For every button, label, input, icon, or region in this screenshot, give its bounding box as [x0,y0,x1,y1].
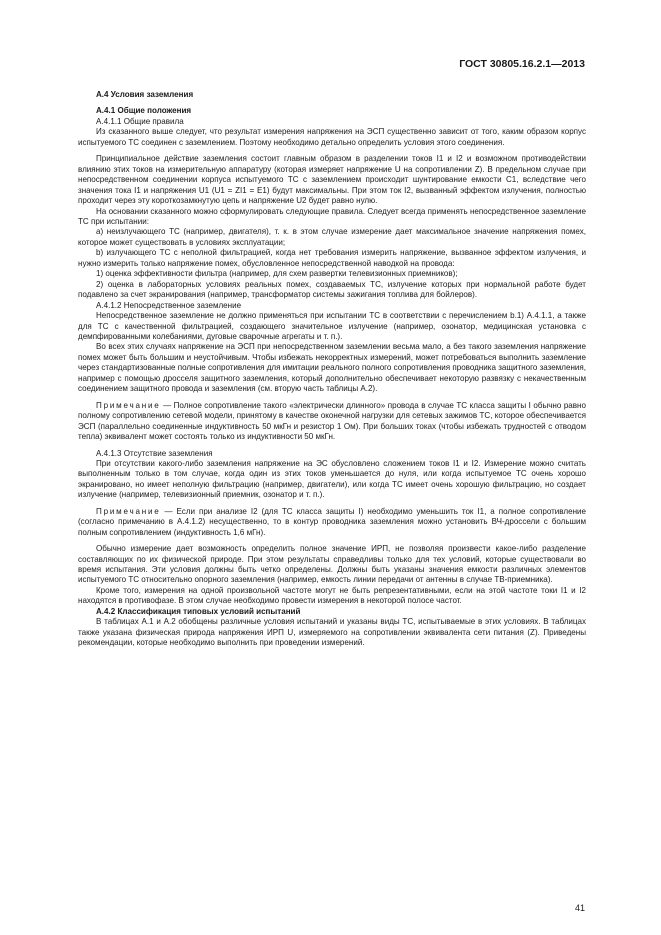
list-item: 2) оценка в лабораторных условиях реальных помех, создаваемых ТС, излучение которых при нормальной работе будет подавлено за счет экранирования (например, трансформатор системы зажигания топлива для бойлеров). [78,279,586,300]
paragraph: Принципиальное действие заземления состоит главным образом в разделении токов I1 и I2 и возможном противодействии влиянию этих токов на измерительную аппаратуру (которая измеряет напряжение U на сопротивлении Z). В предельном случае при непосредственном соединении корпуса испытуемого ТС с заземлением происходит шунтирование емкости C1, вследствие чего значения тока I1 и напряжения U1 (U1 = ZI1 = E1) будут максимальны. При этом ток I2, вызванный эффектом излучения, полностью проходит через эту короткозамкнутую цепь и напряжение U2 будет равно нулю. [78,154,586,206]
section-a412-title: А.4.1.2 Непосредственное заземление [96,300,242,310]
note-text: — Если при анализе I2 (для ТС класса защиты I) необходимо уменьшить ток I1, а полное сопротивление (согласно примечанию в А.4.1.2) несущественно, то в контур проводника заземления можно установить ВЧ-дроссели с большим полным сопротивлением (индуктивность 1,6 мГн). [78,506,586,537]
list-item: b) излучающего ТС с неполной фильтрацией, когда нет требования измерить напряжение, вызванное эффектом излучения, и нужно измерить только напряжение помех, обусловленное непосредственной наводкой на провода: [78,248,586,268]
note [78,401,586,443]
section-a41-title: А.4.1 Общие положения [96,106,192,116]
paragraph: Обычно измерение дает возможность определить полное значение ИРП, не позволяя произвести какое-либо разделение составляющих по их физической природе. При этом результаты справедливы только для тех условий, которые существовали во время испытания. Эти условия должны быть четко определены. Должны быть указаны значения емкости различных элементов испытуемого ТС относительно опорного заземления (например, емкость линии передачи от антенны в случае ТВ-приемника). [78,544,586,585]
list-item: 1) оценка эффективности фильтра (например, для схем развертки телевизионных приемников); [96,269,458,279]
section-a4-title: А.4 Условия заземления [96,90,194,99]
page-body [78,90,586,649]
note-label: Примечание [96,506,161,516]
list-item: a) неизлучающего ТС (например, двигателя), т. к. в этом случае измерение дает максимальное значение напряжения помех, которое может существовать в условиях эксплуатации; [78,227,586,247]
section-a413-title: А.4.1.3 Отсутствие заземления [96,448,213,458]
note-label: Примечание [96,400,161,410]
paragraph: Непосредственное заземление не должно применяться при испытании ТС в соответствии с перечислением b.1) А.4.1.1, а также для ТС с качественной фильтрацией, создающего значительное излучение (например, озонатор, медицинская установка с демпфированными колебаниями, дуговые сварочные агрегаты и т. п.). [78,311,586,341]
document-number: ГОСТ 30805.16.2.1—2013 [459,58,585,70]
paragraph: На основании сказанного можно сформулировать следующие правила. Следует всегда применять непосредственное заземление ТС при испытании: [78,206,586,226]
note [78,507,586,538]
section-a411-title: А.4.1.1 Общие правила [96,116,184,126]
paragraph: Во всех этих случаях напряжение на ЭСП при непосредственном заземлении весьма мало, а без такого заземления напряжение помех может быть большим и неустойчивым. Чтобы избежать некорректных измерений, может потребоваться выполнить заземление через стандартизованные полные сопротивления для имитации реального полного сопротивления проводника защитного заземления, например с помощью дросселя защитного заземления, который дополнительно обеспечивает некоторую развязку с некачественным соединением защитного провода и заземления (см. вторую часть таблицы А.2). [78,342,586,394]
paragraph: Кроме того, измерения на одной произвольной частоте могут не быть репрезентативными, если на этой частоте токи I1 и I2 находятся в противофазе. В этом случае необходимо провести измерения в некоторой полосе частот. [78,585,586,606]
paragraph: Из сказанного выше следует, что результат измерения напряжения на ЭСП существенно зависит от того, каким образом корпус испытуемого ТС соединен с заземлением. Поэтому необходимо детально определить условия этого соединения. [78,127,586,147]
note-text: — Полное сопротивление такого «электрически длинного» провода в случае ТС класса защиты I обычно равно полному сопротивлению сетевой модели, принятому в качестве оконечной нагрузки для сетевых зажимов ТС, которое обеспечивается ЭСП (параллельно соединенные индуктивность 50 мкГн и резистор 1 Ом). При больших токах (чтобы избежать трудностей с отводом тепла) эквивалент может состоять только из индуктивности 50 мкГн. [78,400,586,442]
paragraph: В таблицах А.1 и А.2 обобщены различные условия испытаний и указаны виды ТС, испытываемые в этих условиях. В таблицах также указана физическая природа напряжения ИРП U, измеряемого на сопротивлении эквивалента сети питания (Z). Приведены рекомендации, которые необходимо выполнить при проведении измерений. [78,617,586,648]
paragraph: При отсутствии какого-либо заземления напряжение на ЭС обусловлено сложением токов I1 и I2. Измерение можно считать выполненным только в том случае, когда один из этих токов уменьшается до нуля, или когда испытуемое ТС очень хорошо экранировано, но имеет неполную фильтрацию (например, двигатели), или когда ТС имеет очень хорошую фильтрацию, но создает излучение (например, телевизионный приемник, озонатор и т. п.). [78,458,586,500]
page-number: 41 [574,903,585,913]
section-a42-title: А.4.2 Классификация типовых условий испытаний [96,606,301,616]
